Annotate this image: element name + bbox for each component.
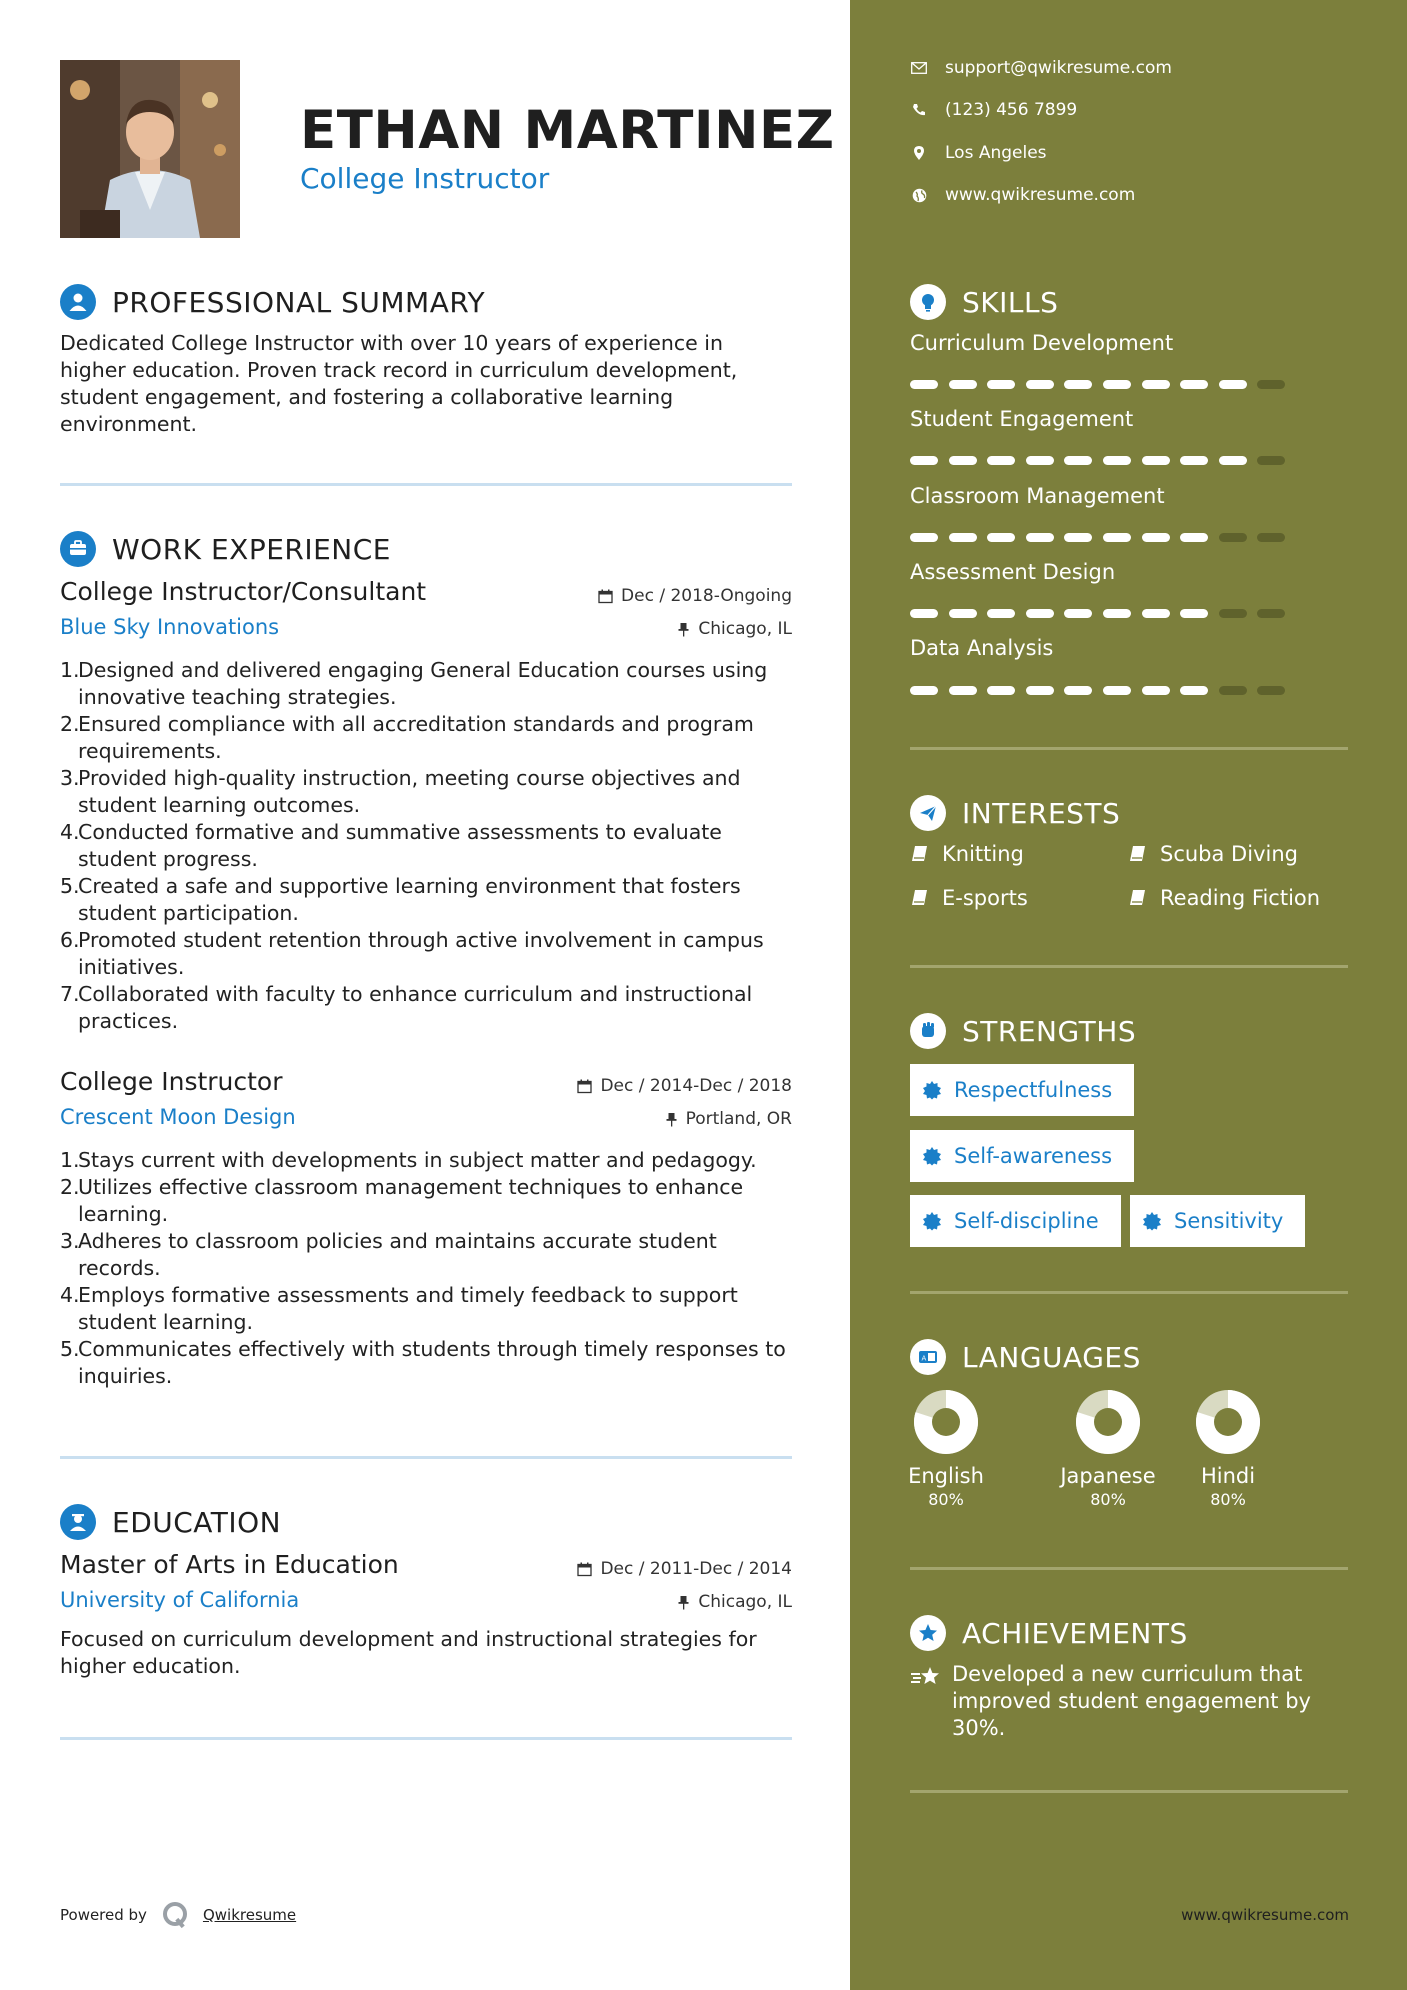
badge-icon [922,1146,942,1166]
list-item: 5. Created a safe and supportive learning environment that fosters student participation. [60,874,741,925]
skill-name: Curriculum Development [910,331,1174,355]
briefcase-icon [60,531,96,567]
language-name: Japanese [1060,1464,1156,1488]
pin-icon [665,1112,678,1127]
list-item: 2. Ensured compliance with all accreditation standards and program requirements. [60,712,754,763]
school-name: University of California [60,1588,300,1612]
skill-dash [1064,686,1092,695]
list-item: 4. Employs formative assessments and timely feedback to support student learning. [60,1283,738,1334]
contact-phone[interactable] [910,100,1077,120]
shooting-star-icon [910,1665,942,1742]
calendar-icon [577,1562,592,1577]
location-text: Los Angeles [945,143,1047,163]
languages-heading [910,1339,1141,1375]
skill-dash [1142,456,1170,465]
language-name: Hindi [1200,1464,1256,1488]
education-location-text: Chicago, IL [698,1592,792,1612]
skill-dash [1026,686,1054,695]
list-item: 2. Utilizes effective classroom management techniques to enhance learning. [60,1175,744,1226]
list-item: 5. Communicates effectively with students through timely responses to inquiries. [60,1337,786,1388]
skill-dash [1180,686,1208,695]
list-item: 1. Stays current with developments in subject matter and pedagogy. [60,1148,757,1172]
job-company: Blue Sky Innovations [60,615,280,639]
skill-level-bar [910,533,1296,542]
skill-dash [1219,686,1247,695]
divider [60,483,792,486]
graduation-icon [60,1504,96,1540]
skill-dash [1103,456,1131,465]
experience-heading [60,531,391,567]
job-title: College Instructor [60,1067,283,1096]
language-item [1178,1390,1278,1509]
interest-label: Knitting [942,842,1024,866]
language-name: English [908,1464,984,1488]
skill-dash [949,380,977,389]
skill-dash [910,456,938,465]
badge-icon [1142,1211,1162,1231]
skill-dash [1142,609,1170,618]
list-item: 1. Designed and delivered engaging General Education courses using innovative teaching strategies. [60,658,768,709]
skill-dash [987,456,1015,465]
list-item: 4. Conducted formative and summative assessments to evaluate student progress. [60,820,722,871]
book-icon [910,888,930,908]
skill-dash [1142,686,1170,695]
skill-dash [1180,380,1208,389]
strengths-heading [910,1013,1136,1049]
interest-item [1128,886,1320,910]
calendar-icon [577,1079,592,1094]
language-percent: 80% [928,1490,964,1509]
divider [910,747,1348,750]
summary-heading [60,284,485,320]
skill-dash [910,380,938,389]
skill-name: Classroom Management [910,484,1165,508]
badge-icon [922,1211,942,1231]
job-location [665,1109,792,1129]
divider [60,1737,792,1740]
education-dates [577,1559,792,1579]
powered-by-text: Powered by [60,1906,147,1924]
divider [910,1790,1348,1793]
contact-location [910,143,1047,163]
achievement-item [910,1661,1350,1742]
skill-dash [1064,456,1092,465]
skill-dash [987,686,1015,695]
skill-dash [1219,609,1247,618]
skill-dash [1219,380,1247,389]
user-icon [60,284,96,320]
strength-label: Sensitivity [1174,1209,1284,1233]
interest-label: Scuba Diving [1160,842,1298,866]
summary-text: Dedicated College Instructor with over 10 years of experience in higher education. Proven track record in curriculum development, student engagement, and fostering a collaborative learning environment. [60,331,738,436]
contact-email[interactable] [910,58,1172,78]
language-percent: 80% [1210,1490,1246,1509]
skill-dash [1026,380,1054,389]
skill-dash [1180,609,1208,618]
globe-icon [910,188,928,203]
fist-icon [910,1013,946,1049]
interests-title: INTERESTS [962,796,1121,830]
pin-icon [677,622,690,637]
job-location-text: Portland, OR [685,1109,792,1129]
job-location [677,619,792,639]
skill-dash [949,456,977,465]
skill-name: Student Engagement [910,407,1134,431]
list-item: 7. Collaborated with faculty to enhance curriculum and instructional practices. [60,982,753,1033]
education-dates-text: Dec / 2011-Dec / 2014 [600,1559,792,1579]
language-donut [1196,1390,1260,1454]
language-item [1058,1390,1158,1509]
skill-dash [949,686,977,695]
translate-icon [910,1339,946,1375]
skill-dash [1257,533,1285,542]
list-item: 3. Provided high-quality instruction, meeting course objectives and student learning outcomes. [60,766,741,817]
skill-dash [1142,380,1170,389]
strength-label: Respectfulness [954,1078,1113,1102]
skill-dash [1257,686,1285,695]
skill-dash [1064,609,1092,618]
donut-hole [932,1408,960,1436]
job-company: Crescent Moon Design [60,1105,296,1129]
list-item: 3. Adheres to classroom policies and maintains accurate student records. [60,1229,717,1280]
strength-chip [910,1195,1121,1247]
footer-website[interactable]: www.qwikresume.com [1181,1906,1349,1924]
skill-dash [987,380,1015,389]
strength-label: Self-awareness [954,1144,1113,1168]
book-icon [1128,888,1148,908]
skill-dash [1026,533,1054,542]
skills-title: SKILLS [962,285,1059,319]
pin-icon [677,1595,690,1610]
interest-label: E-sports [942,886,1028,910]
divider [910,965,1348,968]
job-bullets [60,1147,800,1390]
skill-dash [910,533,938,542]
language-item [896,1390,996,1509]
job-dates-text: Dec / 2018-Ongoing [621,586,792,606]
achievements-title: ACHIEVEMENTS [962,1616,1188,1650]
achievements-heading [910,1615,1188,1651]
divider [60,1456,792,1459]
interest-item [910,886,1028,910]
skill-level-bar [910,456,1296,465]
skill-dash [949,533,977,542]
strength-chip [1130,1195,1305,1247]
language-donut [914,1390,978,1454]
job-dates [598,586,792,606]
donut-hole [1214,1408,1242,1436]
interest-label: Reading Fiction [1160,886,1321,910]
skill-dash [1103,686,1131,695]
skill-level-bar [910,380,1296,389]
donut-hole [1094,1408,1122,1436]
book-icon [910,844,930,864]
skill-dash [1180,456,1208,465]
contact-website[interactable] [910,185,1135,205]
paper-plane-icon [910,795,946,831]
qwikresume-logo-icon [161,1900,191,1930]
education-text: Focused on curriculum development and instructional strategies for higher education. [60,1627,757,1678]
skill-dash [1219,456,1247,465]
skill-dash [1103,533,1131,542]
svg-text:A: A [921,1354,927,1363]
skill-dash [1219,533,1247,542]
skill-dash [1064,533,1092,542]
divider [910,1567,1348,1570]
skill-dash [1103,609,1131,618]
job-location-text: Chicago, IL [698,619,792,639]
skill-level-bar [910,686,1296,695]
skill-dash [1103,380,1131,389]
skill-dash [1180,533,1208,542]
job-title: College Instructor/Consultant [60,577,427,606]
experience-title: WORK EXPERIENCE [112,532,391,566]
summary-title: PROFESSIONAL SUMMARY [112,285,486,319]
skill-level-bar [910,609,1296,618]
envelope-icon [910,62,928,74]
skill-dash [1064,380,1092,389]
list-item: 6. Promoted student retention through active involvement in campus initiatives. [60,928,764,979]
skill-dash [1026,609,1054,618]
interest-item [910,842,1024,866]
strengths-title: STRENGTHS [962,1014,1137,1048]
strength-chip [910,1130,1134,1182]
skill-dash [987,533,1015,542]
interest-item [1128,842,1298,866]
profile-photo [60,60,240,238]
strength-chip [910,1064,1134,1116]
skills-heading [910,284,1058,320]
achievement-text: Developed a new curriculum that improved student engagement by 30%. [952,1662,1311,1740]
candidate-name: ETHAN MARTINEZ [300,100,835,161]
skill-dash [1257,380,1285,389]
education-heading [60,1504,281,1540]
skill-dash [910,609,938,618]
book-icon [1128,844,1148,864]
qwikresume-link[interactable]: Qwikresume [202,1906,297,1924]
interests-heading [910,795,1120,831]
languages-title: LANGUAGES [962,1340,1141,1374]
skill-dash [987,609,1015,618]
candidate-title: College Instructor [300,162,550,195]
email-text: support@qwikresume.com [945,58,1172,78]
skill-dash [910,686,938,695]
phone-icon [910,103,928,117]
lightbulb-icon [910,284,946,320]
degree-title: Master of Arts in Education [60,1550,399,1579]
job-bullets [60,657,800,1035]
calendar-icon [598,589,613,604]
language-percent: 80% [1090,1490,1126,1509]
phone-text: (123) 456 7899 [945,100,1078,120]
skill-dash [1257,609,1285,618]
skill-dash [1142,533,1170,542]
powered-by [60,1900,296,1930]
education-location [677,1592,792,1612]
education-title: EDUCATION [112,1505,282,1539]
star-icon [910,1615,946,1651]
skill-dash [1026,456,1054,465]
skill-dash [1257,456,1285,465]
website-text: www.qwikresume.com [945,185,1136,205]
skill-name: Data Analysis [910,636,1054,660]
language-donut [1076,1390,1140,1454]
job-dates [577,1076,792,1096]
skill-name: Assessment Design [910,560,1116,584]
badge-icon [922,1080,942,1100]
skill-dash [949,609,977,618]
map-pin-icon [910,145,928,161]
job-dates-text: Dec / 2014-Dec / 2018 [600,1076,792,1096]
divider [910,1291,1348,1294]
strength-label: Self-discipline [954,1209,1099,1233]
